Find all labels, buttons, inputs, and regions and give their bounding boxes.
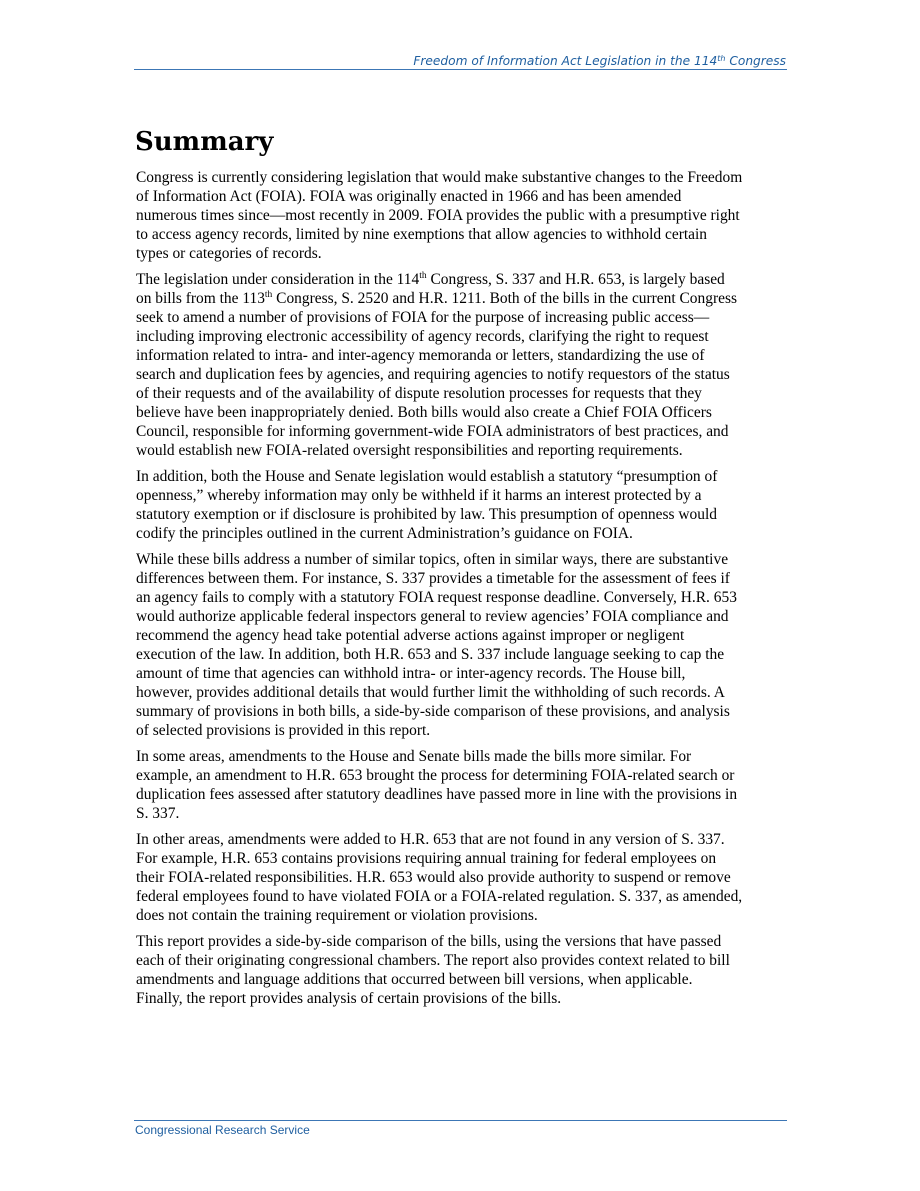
- paragraph-2-text-c: Congress, S. 2520 and H.R. 1211. Both of the bills in the current Congress seek to amend a number of provisions of FOIA for the purpose of increasing public access— including improving electronic accessibility of agency records, clarifying the right to request information related to intra- and inter-agency memoranda or letters, standardizing the use of search and duplication fees by agencies, and requiring agencies to notify requestors of the status of their requests and of the availability of dispute resolution processes for requests that they believe have been inappropriately denied. Both bills would also create a Chief FOIA Officers Council, responsible for informing government-wide FOIA administrators of best practices, and would establish new FOIA-related oversight responsibilities and reporting requirements.: [136, 290, 737, 459]
- paragraph-2: [136, 270, 788, 460]
- paragraph-2-text-a: The legislation under consideration in the 114: [136, 271, 420, 288]
- header-rule: [134, 69, 787, 70]
- paragraph-6: In other areas, amendments were added to H.R. 653 that are not found in any version of S. 337. For example, H.R. 653 contains provisions requiring annual training for federal employees on their FOIA-related responsibilities. H.R. 653 would also provide authority to suspend or remove federal employees found to have violated FOIA or a FOIA-related regulation. S. 337, as amended, does not contain the training requirement or violation provisions.: [136, 831, 743, 924]
- footer-rule: [134, 1120, 787, 1121]
- paragraph-5: In some areas, amendments to the House and Senate bills made the bills more similar. For example, an amendment to H.R. 653 brought the process for determining FOIA-related search or duplication fees assessed after statutory deadlines have passed more in line with the provisions in S. 337.: [136, 748, 738, 822]
- section-title: Summary: [135, 127, 274, 157]
- paragraph-7: This report provides a side-by-side comparison of the bills, using the versions that have passed each of their originating congressional chambers. The report also provides context related to bill amendments and language additions that occurred between bill versions, when applicable. Finally, the report provides analysis of certain provisions of the bills.: [136, 933, 730, 1007]
- header-superscript: th: [717, 54, 726, 63]
- header-title-suffix: Congress: [725, 54, 786, 68]
- paragraph-2-text-b: Congress, S. 337 and H.R. 653, is largely based on bills from the 113: [136, 271, 725, 307]
- summary-body: [136, 168, 788, 1015]
- paragraph-3: In addition, both the House and Senate legislation would establish a statutory “presumption of openness,” whereby information may only be withheld if it harms an interest protected by a statutory exemption or if disclosure is prohibited by law. This presumption of openness would codify the principles outlined in the current Administration’s guidance on FOIA.: [136, 468, 718, 542]
- running-footer: Congressional Research Service: [135, 1123, 310, 1137]
- paragraph-1: Congress is currently considering legislation that would make substantive changes to the Freedom of Information Act (FOIA). FOIA was originally enacted in 1966 and has been amended numerous times since—most recently in 2009. FOIA provides the public with a presumptive right to access agency records, limited by nine exemptions that allow agencies to withhold certain types or categories of records.: [136, 169, 743, 262]
- header-title: Freedom of Information Act Legislation in the 114: [413, 54, 718, 68]
- paragraph-2-superscript-2: th: [264, 290, 273, 300]
- running-header: [134, 54, 786, 69]
- paragraph-2-superscript-1: th: [419, 271, 427, 281]
- paragraph-4: While these bills address a number of similar topics, often in similar ways, there are substantive differences between them. For instance, S. 337 provides a timetable for the assessment of fees if an agency fails to comply with a statutory FOIA request response deadline. Conversely, H.R. 653 would authorize applicable federal inspectors general to review agencies’ FOIA compliance and recommend the agency head take potential adverse actions against improper or negligent execution of the law. In addition, both H.R. 653 and S. 337 include language seeking to cap the amount of time that agencies can withhold intra- or inter-agency records. The House bill, however, provides additional details that would further limit the withholding of such records. A summary of provisions in both bills, a side-by-side comparison of these provisions, and analysis of selected provisions is provided in this report.: [136, 551, 737, 739]
